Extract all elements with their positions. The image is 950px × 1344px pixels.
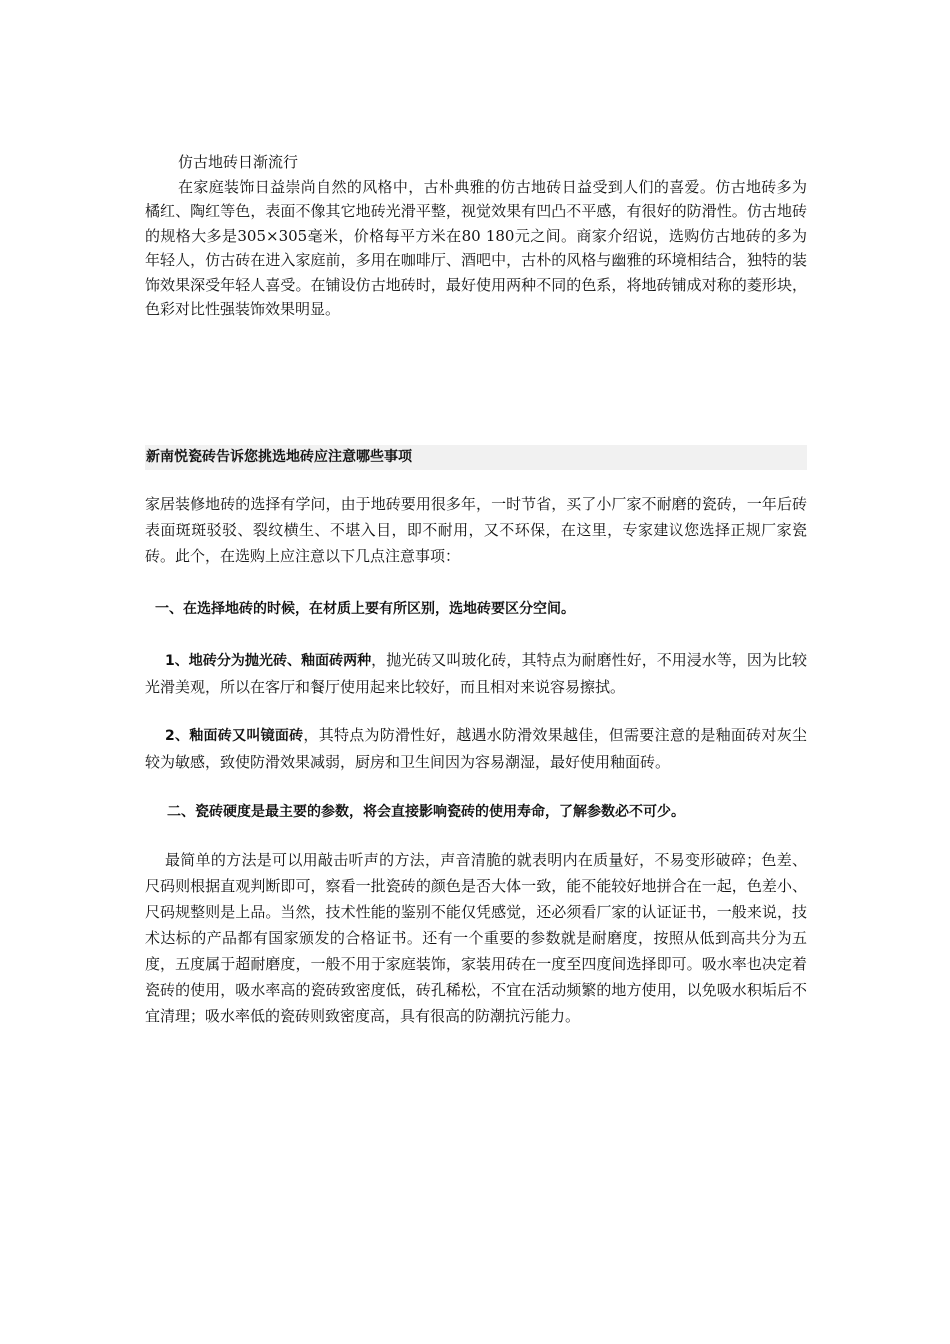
article-tile-selection bbox=[145, 445, 807, 1029]
sub-point-two bbox=[145, 722, 807, 775]
sub-point-two-lead: 2、釉面砖又叫镜面砖 bbox=[165, 728, 304, 744]
point-two-heading: 二、瓷砖硬度是最主要的参数，将会直接影响瓷砖的使用寿命，了解参数必不可少。 bbox=[167, 804, 685, 820]
sub-point-one bbox=[145, 647, 807, 700]
point-one-heading: 一、在选择地砖的时候，在材质上要有所区别，选地砖要区分空间。 bbox=[155, 601, 575, 617]
article-antique-tiles bbox=[145, 150, 807, 322]
intro-paragraph: 家居装修地砖的选择有学问，由于地砖要用很多年，一时节省，买了小厂家不耐磨的瓷砖，一年后砖表面斑斑驳驳、裂纹横生、不堪入目，即不耐用，又不环保，在这里，专家建议您选择正规厂家瓷砖。此个，在选购上应注意以下几点注意事项： bbox=[145, 495, 807, 565]
sub-point-one-text: ，抛光砖又叫玻化砖，其特点为耐磨性好，不用浸水等，因为比较光滑美观，所以在客厅和餐厅使用起来比较好，而且相对来说容易擦拭。 bbox=[145, 651, 807, 696]
sub-point-one-lead: 1、地砖分为抛光砖、釉面砖两种 bbox=[165, 653, 372, 669]
article-body: 在家庭装饰日益崇尚自然的风格中，古朴典雅的仿古地砖日益受到人们的喜爱。仿古地砖多为橘红、陶红等色，表面不像其它地砖光滑平整，视觉效果有凹凸不平感，有很好的防滑性。仿古地砖的规格大多是305×305毫米，价格每平方米在80 180元之间。商家介绍说，选购仿古地砖的多为年轻人，仿古砖在进入家庭前，多用在咖啡厅、酒吧中，古朴的风格与幽雅的环境相结合，独特的装饰效果深受年轻人喜受。在铺设仿古地砖时，最好使用两种不同的色系，将地砖铺成对称的菱形块，色彩对比性强装饰效果明显。 bbox=[145, 177, 807, 318]
sub-point-two-text: ，其特点为防滑性好，越遇水防滑效果越佳，但需要注意的是釉面砖对灰尘较为敏感，致使防滑效果减弱，厨房和卫生间因为容易潮湿，最好使用釉面砖。 bbox=[145, 726, 807, 771]
section-heading: 新南悦瓷砖告诉您挑选地砖应注意哪些事项 bbox=[145, 445, 807, 470]
article-title: 仿古地砖日渐流行 bbox=[178, 153, 299, 171]
hardness-paragraph: 最简单的方法是可以用敲击听声的方法，声音清脆的就表明内在质量好，不易变形破碎；色差、尺码则根据直观判断即可，察看一批瓷砖的颜色是否大体一致，能不能较好地拼合在一起，色差小、尺码规整则是上品。当然，技术性能的鉴别不能仅凭感觉，还必须看厂家的认证证书，一般来说，技术达标的产品都有国家颁发的合格证书。还有一个重要的参数就是耐磨度，按照从低到高共分为五度，五度属于超耐磨度，一般不用于家庭装饰，家装用砖在一度至四度间选择即可。吸水率也决定着瓷砖的使用，吸水率高的瓷砖致密度低，砖孔稀松，不宜在活动频繁的地方使用，以免吸水积垢后不宜清理；吸水率低的瓷砖则致密度高，具有很高的防潮抗污能力。 bbox=[145, 851, 807, 1025]
